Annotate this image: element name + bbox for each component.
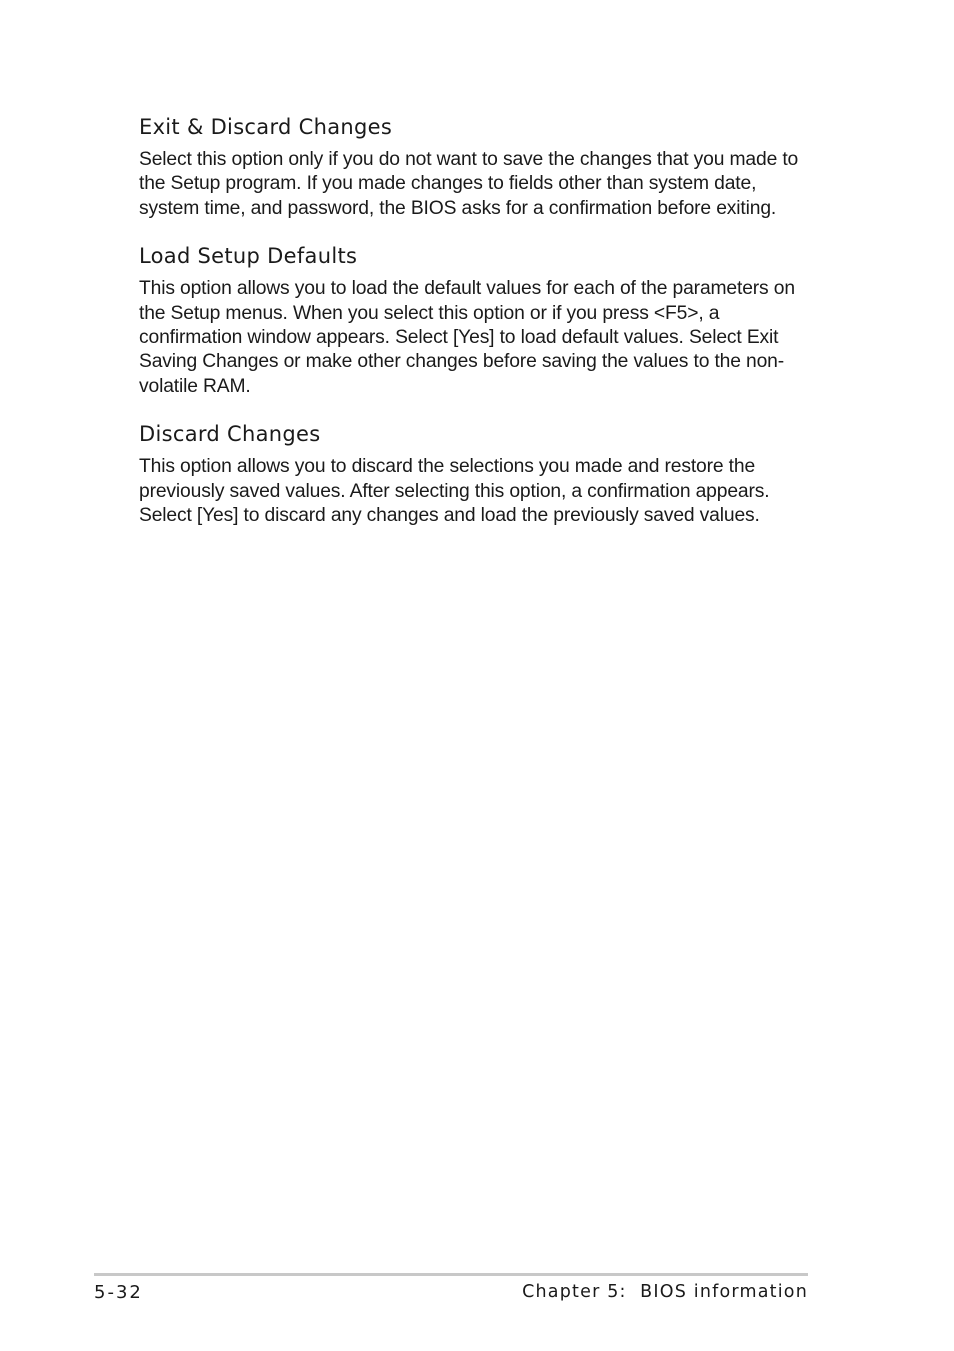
page-number: 5-32 (94, 1282, 143, 1303)
page-content (139, 112, 819, 528)
section-load-setup-defaults (139, 241, 819, 399)
section-discard-changes (139, 419, 819, 528)
section-heading: Load Setup Defaults (139, 244, 358, 269)
section-body: Select this option only if you do not want to save the changes that you made to the Setup program. If you made changes to fields other than system date, system time, and password, the BIOS asks for a confirmation before exiting. (139, 149, 799, 219)
chapter-title: Chapter 5: BIOS information (522, 1282, 808, 1302)
section-exit-discard-changes (139, 112, 819, 221)
section-body: This option allows you to load the default values for each of the parameters on the Setup menus. When you select this option or if you press <F5>, a confirmation window appears. Select [Yes] to load default values. Select Exit Saving Changes or make other changes before saving the values to the non-volatile RAM. (139, 278, 795, 397)
footer-divider (94, 1273, 808, 1276)
section-body: This option allows you to discard the selections you made and restore the previously saved values. After selecting this option, a confirmation appears. Select [Yes] to discard any changes and load the previously saved values. (139, 456, 770, 527)
section-heading: Discard Changes (139, 422, 321, 447)
section-heading: Exit & Discard Changes (139, 115, 393, 139)
